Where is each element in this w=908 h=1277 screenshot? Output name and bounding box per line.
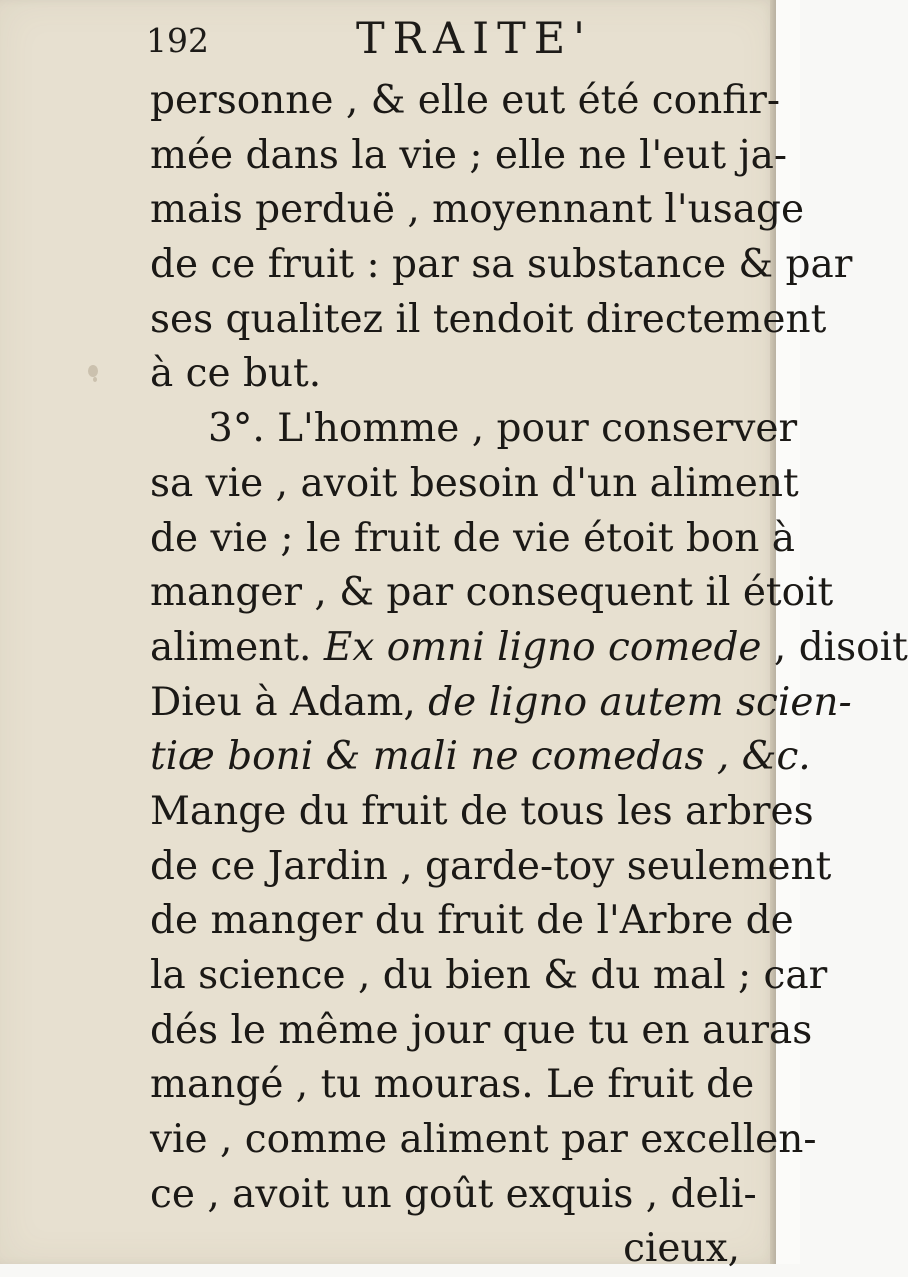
paper-spot — [88, 365, 98, 377]
text-line: mais perduë , moyennant l'usage — [150, 187, 805, 233]
text-line: ses qualitez il tendoit directement — [150, 296, 827, 342]
page-number: 192 — [146, 21, 209, 60]
text-line: manger , & par consequent il étoit — [150, 570, 834, 616]
text-line: personne , & elle eut été confir- — [150, 78, 781, 123]
main-text — [150, 74, 908, 1277]
text-line: sa vie , avoit besoin d'un aliment — [150, 460, 799, 506]
running-title: TRAITE' — [356, 14, 593, 64]
text-line: mée dans la vie ; elle ne l'eut ja- — [150, 132, 788, 178]
text-segment: Dieu à Adam, — [150, 679, 429, 725]
latin-text: tiæ boni & mali ne comedas , &c. — [150, 734, 811, 780]
paper-spot — [93, 377, 97, 382]
text-line — [150, 730, 811, 785]
text-segment: aliment. — [150, 624, 324, 670]
latin-text: de ligno autem scien- — [428, 679, 852, 725]
text-line: de vie ; le fruit de vie étoit bon à — [150, 515, 796, 561]
text-line: de ce Jardin , garde-toy seulement — [150, 843, 832, 889]
text-line — [150, 676, 852, 731]
text-line: de manger du fruit de l'Arbre de — [150, 898, 794, 944]
page-header — [146, 14, 736, 74]
text-line: Mange du fruit de tous les arbres — [150, 788, 814, 834]
catchword: cieux, — [623, 1226, 740, 1272]
text-line: à ce but. — [150, 351, 322, 397]
text-line: vie , comme aliment par excellen- — [150, 1117, 817, 1163]
text-line: la science , du bien & du mal ; car — [150, 953, 828, 998]
text-line: dés le même jour que tu en auras — [150, 1007, 813, 1053]
text-segment: , disoit — [761, 624, 908, 670]
text-line: mangé , tu mouras. Le fruit de — [150, 1062, 755, 1108]
text-line: de ce fruit : par sa substance & par — [150, 242, 853, 288]
latin-text: Ex omni ligno comede — [323, 624, 762, 670]
text-line: 3°. L'homme , pour conserver — [208, 406, 798, 452]
text-line — [150, 621, 908, 676]
text-line: ce , avoit un goût exquis , deli- — [150, 1171, 757, 1217]
